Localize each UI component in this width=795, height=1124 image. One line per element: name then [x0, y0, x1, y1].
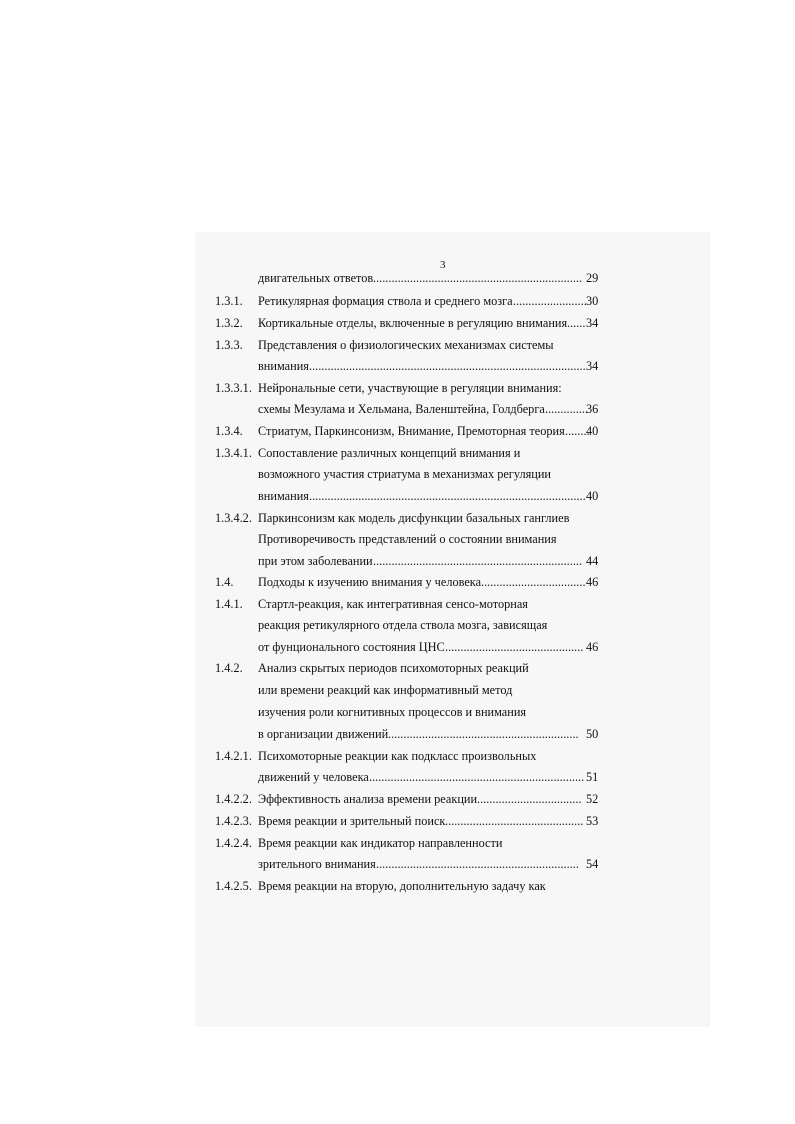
toc-entry-number: 1.3.3.1.: [215, 381, 252, 395]
toc-entry-dot-leader: ....................................................................: [373, 271, 583, 285]
toc-entry: [0, 423, 795, 439]
toc-entry: [0, 596, 795, 612]
toc-entry: [0, 639, 795, 655]
toc-entry-title: внимания: [258, 359, 309, 373]
toc-entry-number: 1.3.4.: [215, 424, 243, 438]
toc-entry: [0, 769, 795, 785]
toc-entry: [0, 445, 795, 461]
toc-entry: [0, 617, 795, 633]
toc-entry-number: 1.4.2.1.: [215, 749, 252, 763]
toc-entry-dot-leader: .............................................: [445, 640, 584, 654]
toc-entry-number: 1.3.4.2.: [215, 511, 252, 525]
toc-entry-dot-leader: ..................................: [477, 792, 582, 806]
toc-entry-title: Ретикулярная формация ствола и среднего мозга: [258, 294, 513, 308]
toc-entry-title: Кортикальные отделы, включенные в регуляцию внимания: [258, 316, 568, 330]
toc-entry-dot-leader: ..........................................................................................: [309, 489, 586, 503]
toc-entry: [0, 293, 795, 309]
toc-entry-page: 34: [586, 359, 599, 373]
toc-entry-dot-leader: .............................................: [445, 814, 584, 828]
toc-entry: [0, 401, 795, 417]
toc-entry-page: 54: [586, 857, 599, 871]
toc-entry-title: схемы Мезулама и Хельмана, Валенштейна, Голдберга: [258, 402, 545, 416]
toc-entry-title: Время реакции на вторую, дополнительную задачу как: [258, 879, 546, 893]
toc-entry: [0, 704, 795, 720]
toc-entry-title: Паркинсонизм как модель дисфункции базальных ганглиев: [258, 511, 570, 525]
toc-entry-number: 1.4.2.: [215, 661, 243, 675]
toc-entry-page: 40: [586, 489, 599, 503]
toc-entry-title: или времени реакций как информативный метод: [258, 683, 513, 697]
toc-entry-dot-leader: ........................: [513, 294, 587, 308]
toc-entry-title: реакция ретикулярного отдела ствола мозга, зависящая: [258, 618, 548, 632]
toc-entry-dot-leader: ..........................................................................................: [309, 359, 586, 373]
toc-entry-dot-leader: ......................................................................: [369, 770, 585, 784]
toc-entry: [0, 682, 795, 698]
toc-entry-page: 46: [586, 640, 599, 654]
toc-entry-page: 44: [586, 554, 599, 568]
toc-entry: [0, 315, 795, 331]
toc-entry-title: Нейрональные сети, участвующие в регуляции внимания:: [258, 381, 562, 395]
toc-entry: [0, 270, 795, 286]
toc-entry-title: Стартл-реакция, как интегративная сенсо-моторная: [258, 597, 528, 611]
toc-entry: [0, 726, 795, 742]
toc-entry-number: 1.3.2.: [215, 316, 243, 330]
toc-entry-title: Время реакции и зрительный поиск: [258, 814, 446, 828]
toc-entry-number: 1.4.: [215, 575, 234, 589]
toc-entry-title: Время реакции как индикатор направленности: [258, 836, 503, 850]
toc-entry: [0, 835, 795, 851]
toc-entry-page: 53: [586, 814, 599, 828]
toc-entry: [0, 510, 795, 526]
toc-entry-dot-leader: ..................................................................: [376, 857, 579, 871]
toc-entry-title: возможного участия стриатума в механизмах регуляции: [258, 467, 551, 481]
toc-entry-title: внимания: [258, 489, 309, 503]
toc-entry-title: от фунционального состояния ЦНС: [258, 640, 445, 654]
toc-entry: [0, 856, 795, 872]
toc-entry-page: 34: [586, 316, 599, 330]
toc-entry-title: Анализ скрытых периодов психомоторных реакций: [258, 661, 529, 675]
toc-entry-title: Подходы к изучению внимания у человека: [258, 575, 482, 589]
toc-entry-page: 52: [586, 792, 599, 806]
toc-entry-title: в организации движений: [258, 727, 389, 741]
toc-entry-title: изучения роли когнитивных процессов и внимания: [258, 705, 527, 719]
toc-entry-title: Стриатум, Паркинсонизм, Внимание, Премоторная теория: [258, 424, 565, 438]
toc-entry-title: Представления о физиологических механизмах системы: [258, 338, 554, 352]
page-number: 3: [440, 259, 446, 271]
toc-entry-number: 1.3.4.1.: [215, 446, 252, 460]
toc-entry-dot-leader: ....................................................................: [373, 554, 583, 568]
toc-entry-page: 36: [586, 402, 599, 416]
toc-entry-number: 1.4.1.: [215, 597, 243, 611]
toc-entry-title: Эффективность анализа времени реакции: [258, 792, 478, 806]
toc-entry: [0, 488, 795, 504]
toc-entry-number: 1.4.2.5.: [215, 879, 252, 893]
toc-entry-dot-leader: ......: [567, 316, 586, 330]
toc-entry-page: 46: [586, 575, 599, 589]
toc-entry-page: 30: [586, 294, 599, 308]
toc-entry: [0, 553, 795, 569]
toc-entry-page: 51: [586, 770, 599, 784]
toc-entry: [0, 813, 795, 829]
toc-entry-number: 1.3.3.: [215, 338, 243, 352]
toc-entry-title: Психомоторные реакции как подкласс произвольных: [258, 749, 537, 763]
toc-entry: [0, 660, 795, 676]
toc-entry: [0, 531, 795, 547]
toc-entry-dot-leader: ........: [565, 424, 590, 438]
toc-entry-title: Противоречивость представлений о состоянии внимания: [258, 532, 557, 546]
toc-entry: [0, 791, 795, 807]
toc-entry-number: 1.4.2.3.: [215, 814, 252, 828]
toc-entry-dot-leader: ..............................................................: [388, 727, 579, 741]
toc-entry: [0, 574, 795, 590]
toc-entry-dot-leader: ..................................: [481, 575, 586, 589]
toc-entry-number: 1.4.2.2.: [215, 792, 252, 806]
toc-entry-page: 40: [586, 424, 599, 438]
toc-entry: [0, 380, 795, 396]
toc-entry-number: 1.3.1.: [215, 294, 243, 308]
toc-entry-page: 50: [586, 727, 599, 741]
toc-entry-title: Сопоставление различных концепций внимания и: [258, 446, 521, 460]
toc-entry: [0, 337, 795, 353]
toc-entry-title: двигательных ответов: [258, 271, 374, 285]
toc-entry: [0, 878, 795, 894]
toc-entry-title: зрительного внимания: [258, 857, 376, 871]
toc-entry: [0, 466, 795, 482]
toc-entry-title: при этом заболевании: [258, 554, 373, 568]
toc-entry-title: движений у человека: [258, 770, 369, 784]
toc-entry: [0, 748, 795, 764]
toc-entry-number: 1.4.2.4.: [215, 836, 252, 850]
toc-entry-dot-leader: ..............: [545, 402, 589, 416]
toc-entry-page: 29: [586, 271, 599, 285]
toc-entry: [0, 358, 795, 374]
